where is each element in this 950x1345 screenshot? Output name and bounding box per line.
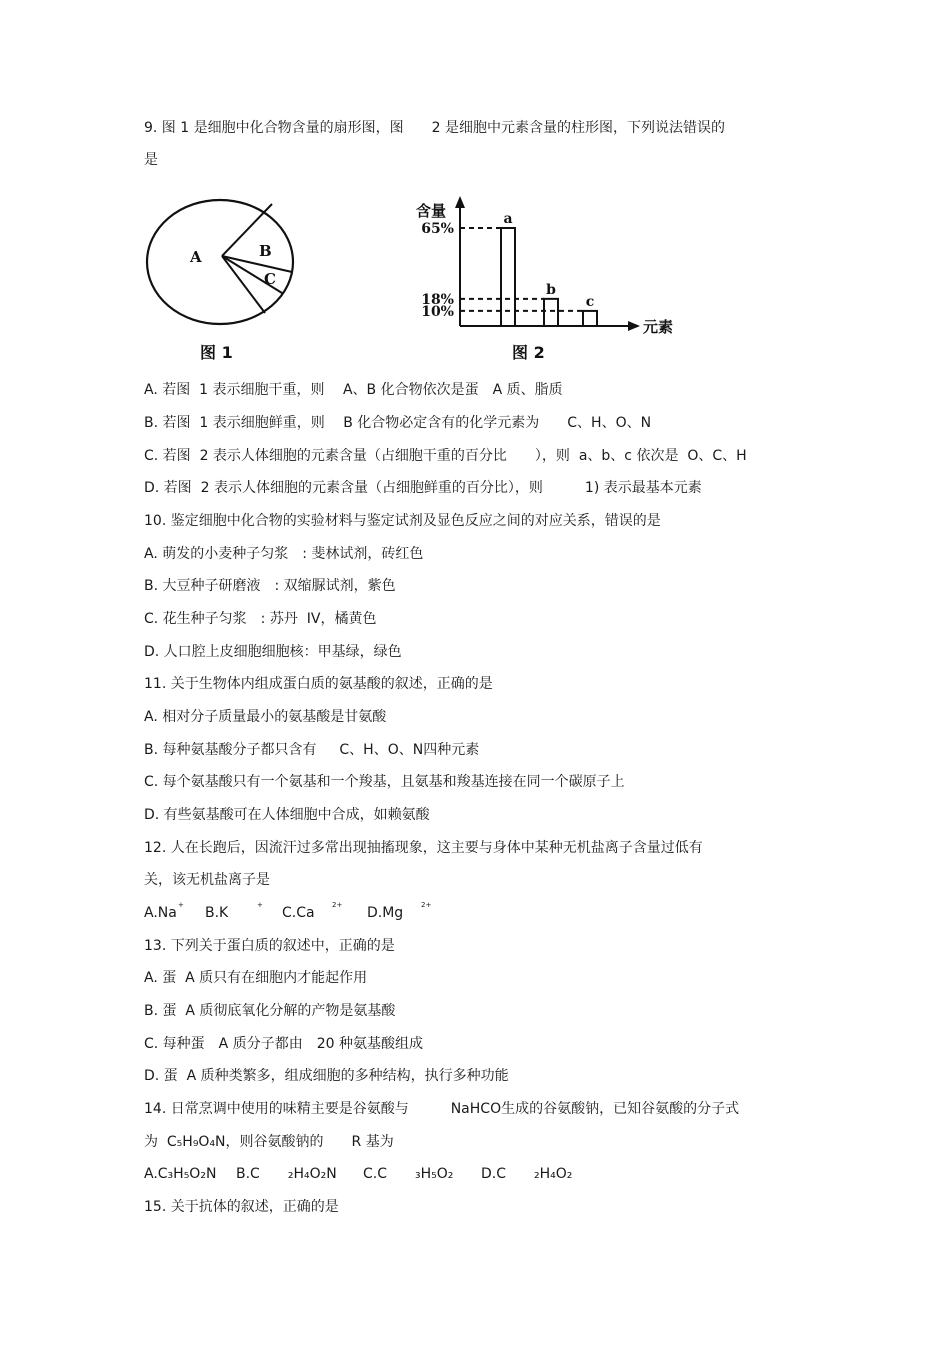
fig2-bar-b <box>544 299 558 326</box>
q12-stem-line2: 关，该无机盐离子是 <box>144 872 270 888</box>
q13-option-d: D. 蛋 A 质种类繁多，组成细胞的多种结构，执行多种功能 <box>144 1068 509 1084</box>
pie-label-a: A <box>190 248 202 266</box>
q15-stem: 15. 关于抗体的叙述，正确的是 <box>144 1199 339 1215</box>
q9-option-b: B. 若图 1 表示细胞鲜重，则 B 化合物必定含有的化学元素为 C、H、O、N <box>144 415 652 431</box>
fig2-ytick-c: 10% <box>421 303 454 320</box>
q12-option-b: B.K <box>205 905 229 921</box>
q12-option-d-sup: 2+ <box>421 901 432 909</box>
q10-option-d: D. 人口腔上皮细胞细胞核：甲基绿，绿色 <box>144 644 402 660</box>
fig2-bar-label-b: b <box>546 281 556 298</box>
fig1-caption: 图 1 <box>200 343 233 362</box>
q12-option-a: A.Na <box>144 905 177 921</box>
q9-stem-line1: 9. 图 1 是细胞中化合物含量的扇形图，图 2 是细胞中元素含量的柱形图，下列说法错误的 <box>144 120 725 136</box>
q9-stem-line2: 是 <box>144 152 158 168</box>
q9-option-a: A. 若图 1 表示细胞干重，则 A、B 化合物依次是蛋 A 质、脂质 <box>144 382 563 398</box>
q12-option-c: C.Ca <box>282 905 315 921</box>
q9-option-d: D. 若图 2 表示人体细胞的元素含量（占细胞鲜重的百分比），则 1) 表示最基本元素 <box>144 480 702 496</box>
q9-figure-svg <box>140 190 700 370</box>
q11-option-d: D. 有些氨基酸可在人体细胞中合成，如赖氨酸 <box>144 807 430 823</box>
q12-option-c-sup: 2+ <box>332 901 343 909</box>
q14-option-b: B.C ₂H₄O₂N <box>236 1166 337 1182</box>
fig2-ytick-a: 65% <box>421 221 454 237</box>
fig2-bar-label-a: a <box>503 211 513 227</box>
pie-outline <box>147 200 293 324</box>
q12-option-a-sup: + <box>178 901 184 909</box>
q13-option-c: C. 每种蛋 A 质分子都由 20 种氨基酸组成 <box>144 1036 423 1052</box>
q11-option-c: C. 每个氨基酸只有一个氨基和一个羧基，且氨基和羧基连接在同一个碳原子上 <box>144 774 625 790</box>
q9-option-c: C. 若图 2 表示人体细胞的元素含量（占细胞干重的百分比 ），则 a、b、c 依次是 O、C、H <box>144 448 747 464</box>
fig2-y-arrow <box>455 196 465 208</box>
q14-option-a: A.C₃H₅O₂N <box>144 1166 217 1182</box>
q14-option-d: D.C ₂H₄O₂ <box>481 1166 573 1182</box>
q11-stem: 11. 关于生物体内组成蛋白质的氨基酸的叙述，正确的是 <box>144 676 493 692</box>
q12-stem-line1: 12. 人在长跑后，因流汗过多常出现抽搐现象，这主要与身体中某种无机盐离子含量过低有 <box>144 840 703 856</box>
fig2-ytick-b: 18% <box>421 291 454 308</box>
q10-option-a: A. 萌发的小麦种子匀浆 : 斐林试剂，砖红色 <box>144 546 424 562</box>
fig2-y-title: 含量 <box>416 202 447 220</box>
q12-option-d: D.Mg <box>367 905 404 921</box>
q14-option-c: C.C ₃H₅O₂ <box>363 1166 454 1182</box>
fig2-bar-c <box>583 311 597 326</box>
q11-option-b: B. 每种氨基酸分子都只含有 C、H、O、N四种元素 <box>144 742 480 758</box>
fig2-x-title: 元素 <box>643 318 674 336</box>
q13-stem: 13. 下列关于蛋白质的叙述中，正确的是 <box>144 938 395 954</box>
q13-option-b: B. 蛋 A 质彻底氧化分解的产物是氨基酸 <box>144 1003 396 1019</box>
q13-option-a: A. 蛋 A 质只有在细胞内才能起作用 <box>144 970 368 986</box>
fig2-bar-label-c: c <box>585 293 595 310</box>
q12-option-b-sup: + <box>257 901 263 909</box>
q10-stem: 10. 鉴定细胞中化合物的实验材料与鉴定试剂及显色反应之间的对应关系，错误的是 <box>144 513 661 529</box>
fig2-bars <box>421 211 597 326</box>
pie-label-b: B <box>259 242 272 260</box>
q9-figures <box>140 190 700 370</box>
fig2-caption: 图 2 <box>512 343 545 362</box>
q11-option-a: A. 相对分子质量最小的氨基酸是甘氨酸 <box>144 709 387 725</box>
fig2-x-arrow <box>628 321 640 331</box>
q10-option-b: B. 大豆种子研磨液 : 双缩脲试剂，紫色 <box>144 578 396 594</box>
q14-stem-line1: 14. 日常烹调中使用的味精主要是谷氨酸与 NaHCO生成的谷氨酸钠，已知谷氨酸的分子式 <box>144 1101 740 1117</box>
pie-label-c: C <box>264 270 276 288</box>
q10-option-c: C. 花生种子匀浆 : 苏丹 IV，橘黄色 <box>144 611 377 627</box>
q14-stem-line2: 为 C₅H₉O₄N，则谷氨酸钠的 R 基为 <box>144 1134 394 1150</box>
